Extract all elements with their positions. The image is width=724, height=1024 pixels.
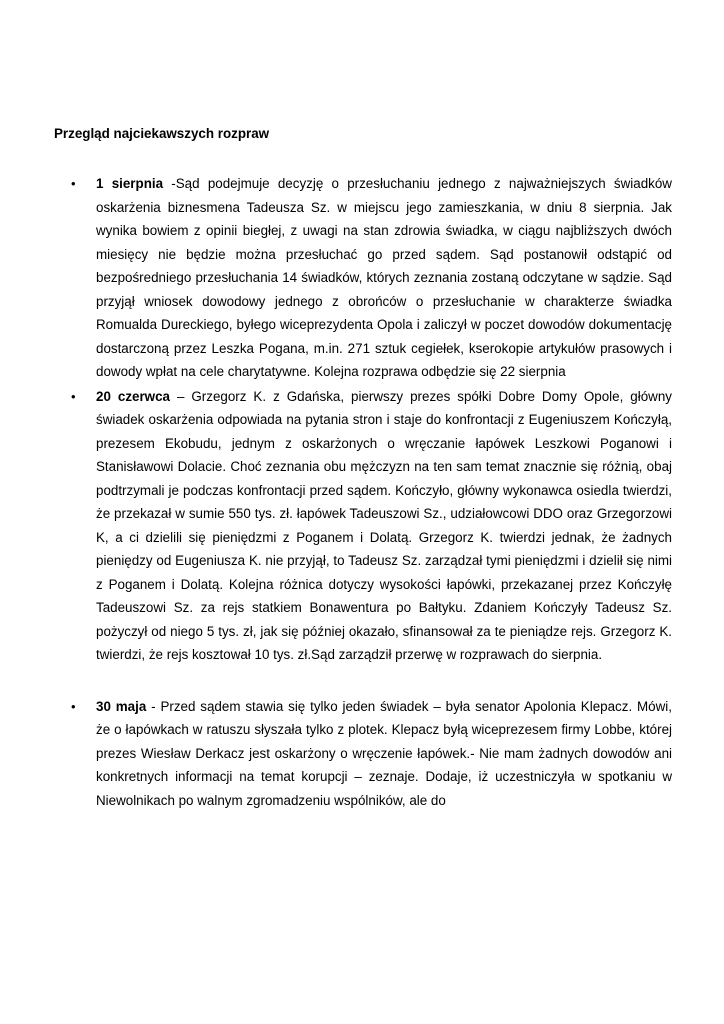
- entry-text: – Grzegorz K. z Gdańska, pierwszy prezes spółki Dobre Domy Opole, główny świadek oskarżenia odpowiada na pytania stron i staje do konfrontacji z Eugeniuszem Kończyłą, prezesem Ekobudu, jednym z oskarżonych o wręczanie łapówek Leszkowi Poganowi i Stanisławowi Dolacie. Choć zeznania obu mężczyzn na ten sam temat znacznie się różnią, obaj podtrzymali je podczas konfrontacji przed sądem. Kończyło, główny wykonawca osiedla twierdzi, że przekazał w sumie 550 tys. zł. łapówek Tadeuszowi Sz., udziałowcowi DDO oraz Grzegorzowi K, a ci dzielili się pieniędzmi z Poganem i Dolatą. Grzegorz K. twierdzi jednak, że żadnych pieniędzy od Eugeniusza K. nie przyjął, to Tadeusz Sz. zarządzał tymi pieniędzmi i dzielił się nimi z Poganem i Dolatą. Kolejna różnica dotyczy wysokości łapówki, przekazanej przez Kończyłę Tadeuszowi Sz. za rejs statkiem Bonawentura po Bałtyku. Zdaniem Kończyły Tadeusz Sz. pożyczył od niego 5 tys. zł, jak się później okazało, sfinansował za te pieniądze rejs. Grzegorz K. twierdzi, że rejs kosztował 10 tys. zł.Sąd zarządził przerwę w rozprawach do sierpnia.: [96, 388, 672, 662]
- entry-date: 20 czerwca: [96, 388, 170, 404]
- hearing-entry-1-sierpnia: [54, 172, 672, 384]
- hearing-list: [54, 172, 672, 813]
- document-title: Przegląd najciekawszych rozpraw: [54, 126, 270, 141]
- entry-text: - Przed sądem stawia się tylko jeden świadek – była senator Apolonia Klepacz. Mówi, że o łapówkach w ratuszu słyszała tylko z plotek. Klepacz byłą wiceprezesem firmy Lobbe, której prezes Wiesław Derkacz jest oskarżony o wręczenie łapówek.- Nie mam żadnych dowodów ani konkretnych informacji na temat korupcji – zeznaje. Dodaje, iż uczestniczyła w spotkaniu w Niewolnikach po walnym zgromadzeniu wspólników, ale do: [96, 698, 672, 808]
- bullet-icon: •: [71, 388, 76, 404]
- entry-text: -Sąd podejmuje decyzję o przesłuchaniu jednego z najważniejszych świadków oskarżenia biznesmena Tadeusza Sz. w miejscu jego zamieszkania, w dniu 8 sierpnia. Jak wynika bowiem z opinii biegłej, z uwagi na stan zdrowia świadka, w ciągu najbliższych dwóch miesięcy nie będzie można przesłuchać go przed sądem. Sąd postanowił odstąpić od bezpośredniego przesłuchania 14 świadków, których zeznania zostaną odczytane w sądzie. Sąd przyjął wniosek dowodowy jednego z obrońców o przesłuchanie w charakterze świadka Romualda Dureckiego, byłego wiceprezydenta Opola i zaliczył w poczet dowodów dokumentację dostarczoną przez Leszka Pogana, m.in. 271 sztuk cegiełek, kserokopie artykułów prasowych i dowody wpłat na cele charytatywne. Kolejna rozprawa odbędzie się 22 sierpnia: [96, 176, 672, 379]
- bullet-icon: •: [71, 698, 76, 714]
- hearing-entry-30-maja: [54, 695, 672, 813]
- hearing-entry-20-czerwca: [54, 385, 672, 667]
- bullet-icon: •: [71, 176, 76, 191]
- entry-date: 30 maja: [96, 698, 147, 714]
- entry-date: 1 sierpnia: [96, 176, 164, 191]
